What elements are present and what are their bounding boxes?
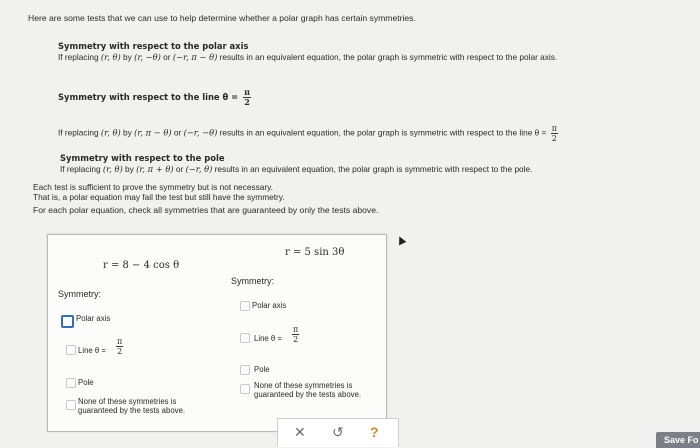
checkbox[interactable]: [66, 345, 76, 355]
test-line-heading: [58, 88, 251, 107]
intro-text: Here are some tests that we can use to help determine whether a polar graph has certain symmetries.: [28, 13, 416, 23]
option-label: Polar axis: [76, 314, 111, 323]
fraction-numerator: π: [293, 325, 299, 334]
test-polar-axis-heading: Symmetry with respect to the polar axis: [58, 41, 249, 51]
rule-expr: (−r, θ): [185, 164, 213, 174]
option-label-line-1: None of these symmetries is: [254, 381, 353, 390]
checkbox[interactable]: [66, 378, 76, 388]
note-line-2: That is, a polar equation may fail the test but still have the symmetry.: [33, 192, 285, 202]
option-label: Pole: [78, 378, 94, 387]
fraction-denominator: 2: [293, 335, 299, 344]
rule-expr: (r, π − θ): [134, 127, 172, 138]
checkbox[interactable]: [61, 315, 74, 328]
rule-prefix: If replacing: [58, 52, 99, 62]
mouse-cursor-icon: [396, 235, 407, 246]
test-line-rule: [58, 124, 558, 143]
checkbox[interactable]: [240, 333, 250, 343]
undo-icon[interactable]: ↺: [332, 424, 344, 440]
rule-expr: (r, θ): [100, 52, 121, 62]
rule-word: by: [123, 127, 132, 138]
fraction-numerator: π: [117, 337, 123, 346]
test-line-heading-text: Symmetry with respect to the line θ =: [58, 92, 239, 102]
answer-actions: [277, 418, 399, 447]
fraction-numerator: π: [244, 87, 250, 97]
save-button[interactable]: Save Fo: [656, 432, 700, 448]
fraction-numerator: π: [551, 124, 557, 133]
rule-suffix: results in an equivalent equation, the polar graph is symmetric with respect to the line θ =: [219, 127, 547, 138]
rule-suffix: results in an equivalent equation, the polar graph is symmetric with respect to the polar axis.: [219, 52, 558, 62]
pi-over-2-fraction: [551, 124, 558, 143]
instruction-text: For each polar equation, check all symmetries that are guaranteed by only the tests above.: [33, 205, 379, 215]
pi-over-2-fraction: [243, 88, 251, 107]
option-label-line-2: guaranteed by the tests above.: [254, 390, 362, 399]
help-icon[interactable]: ?: [370, 424, 379, 440]
symmetry-label-1: Symmetry:: [58, 289, 102, 299]
option-label-line-2: guaranteed by the tests above.: [78, 406, 186, 415]
note-line-1: Each test is sufficient to prove the symmetry but is not necessary.: [33, 182, 273, 192]
fraction-denominator: 2: [551, 134, 557, 143]
option-label: Line θ =: [78, 346, 106, 355]
test-polar-axis-rule: [58, 52, 557, 62]
answer-panel: [47, 234, 387, 432]
option-label: Pole: [254, 365, 270, 374]
checkbox[interactable]: [240, 301, 250, 311]
rule-expr: (−r, π − θ): [172, 52, 218, 62]
fraction-denominator: 2: [117, 347, 123, 356]
fraction-denominator: 2: [244, 97, 250, 107]
rule-word: or: [173, 127, 182, 138]
test-pole-rule: [60, 164, 532, 174]
rule-expr: (r, π + θ): [136, 164, 174, 174]
equation-1: r = 8 − 4 cos θ: [103, 260, 180, 271]
clear-icon[interactable]: ✕: [294, 424, 306, 440]
pi-over-2-fraction: [292, 325, 299, 344]
rule-prefix: If replacing: [60, 164, 101, 174]
rule-suffix: results in an equivalent equation, the polar graph is symmetric with respect to the pole.: [214, 164, 533, 174]
rule-expr: (−r, −θ): [183, 127, 218, 138]
test-pole-heading: Symmetry with respect to the pole: [60, 153, 225, 163]
checkbox[interactable]: [66, 400, 76, 410]
rule-word: by: [125, 164, 134, 174]
rule-expr: (r, θ): [102, 164, 123, 174]
equation-2: r = 5 sin 3θ: [285, 247, 345, 258]
rule-word: or: [163, 52, 171, 62]
option-label-line-1: None of these symmetries is: [78, 397, 177, 406]
option-label: Polar axis: [252, 301, 287, 310]
option-label: Line θ =: [254, 334, 282, 343]
rule-expr: (r, −θ): [134, 52, 161, 62]
symmetry-label-2: Symmetry:: [231, 276, 275, 286]
checkbox[interactable]: [240, 365, 250, 375]
pi-over-2-fraction: [116, 337, 123, 356]
rule-prefix: If replacing: [58, 127, 99, 138]
rule-word: or: [175, 164, 184, 174]
rule-word: by: [123, 52, 132, 62]
rule-expr: (r, θ): [100, 127, 121, 138]
checkbox[interactable]: [240, 384, 250, 394]
